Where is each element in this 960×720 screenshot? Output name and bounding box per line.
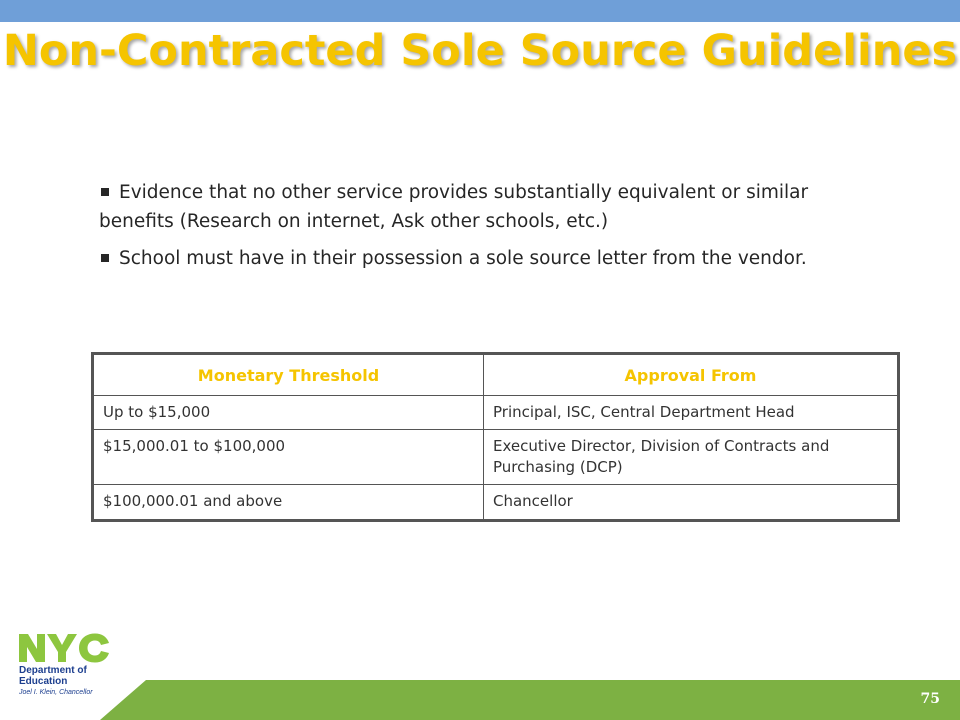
square-bullet-icon <box>101 254 109 262</box>
nyc-wordmark-icon <box>18 632 114 664</box>
logo-subtitle: Joel I. Klein, Chancellor <box>19 689 93 696</box>
top-accent-bar <box>0 0 960 22</box>
column-header: Approval From <box>484 354 899 396</box>
logo-line: Education <box>19 676 68 687</box>
bullet-item <box>99 244 859 273</box>
table-cell: Up to $15,000 <box>93 396 484 430</box>
table-cell: Principal, ISC, Central Department Head <box>484 396 899 430</box>
page-number: 75 <box>920 691 940 707</box>
bullet-text: School must have in their possession a sole source letter from the vendor. <box>119 248 807 269</box>
table-cell: $100,000.01 and above <box>93 485 484 521</box>
bullet-list <box>99 178 859 281</box>
bullet-text: Evidence that no other service provides substantially equivalent or similar benefits (Research on internet, Ask other schools, etc.) <box>99 182 809 232</box>
bullet-item <box>99 178 859 236</box>
table-cell: Executive Director, Division of Contracts and Purchasing (DCP) <box>484 430 899 485</box>
table-cell: $15,000.01 to $100,000 <box>93 430 484 485</box>
bottom-accent-bar <box>0 680 960 720</box>
column-header: Monetary Threshold <box>93 354 484 396</box>
approval-threshold-table <box>91 352 900 522</box>
table-row <box>93 485 899 521</box>
slide-title: Non-Contracted Sole Source Guidelines <box>2 26 958 76</box>
table-row <box>93 430 899 485</box>
square-bullet-icon <box>101 188 109 196</box>
table-row <box>93 396 899 430</box>
logo-line: Department of <box>19 665 87 676</box>
table-header-row <box>93 354 899 396</box>
table-cell: Chancellor <box>484 485 899 521</box>
